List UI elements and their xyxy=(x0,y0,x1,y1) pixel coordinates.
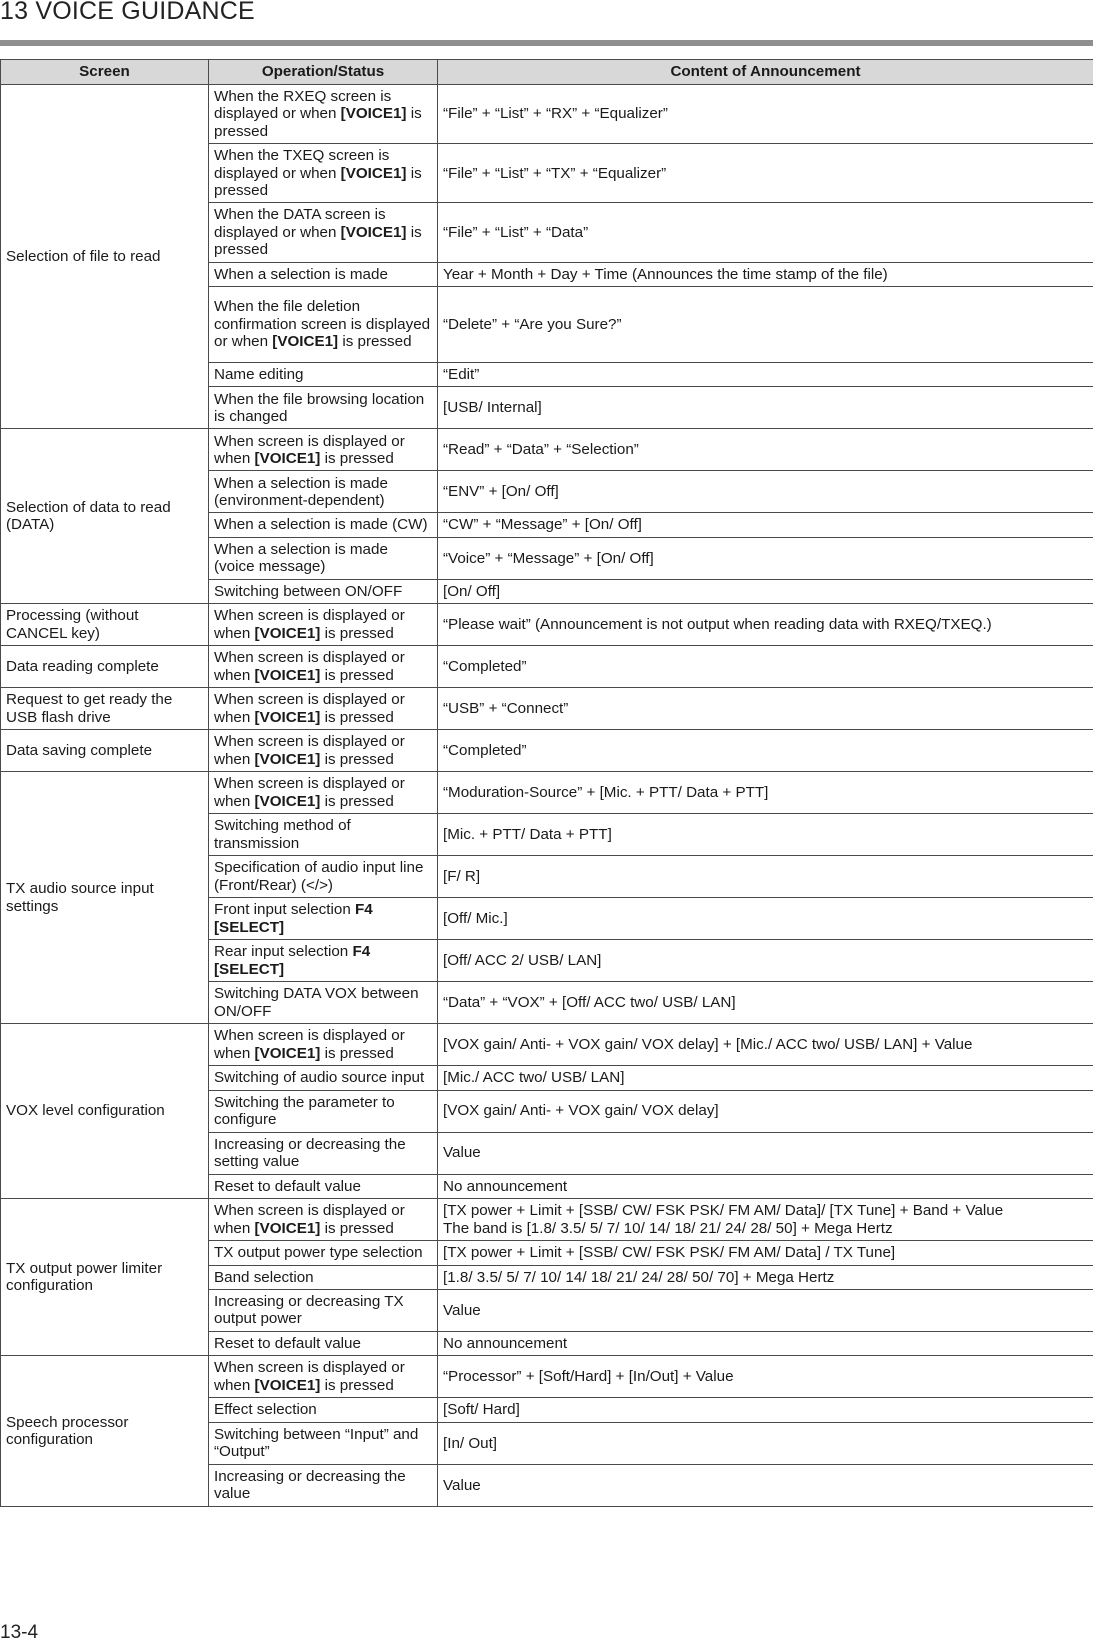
operation-text: Switching between “Input” and “Output” xyxy=(214,1425,419,1461)
operation-cell xyxy=(209,982,438,1024)
announcement-cell: “Completed” xyxy=(438,646,1093,688)
operation-text: is pressed xyxy=(320,1044,394,1062)
operation-text: Front input selection xyxy=(214,901,355,919)
operation-text: When the TXEQ screen is displayed or when xyxy=(214,147,390,182)
table-row xyxy=(1,688,1093,730)
operation-text: Increasing or decreasing the setting value xyxy=(214,1135,406,1171)
table-row xyxy=(1,772,1093,814)
announcement-cell: “Moduration-Source” + [Mic. + PTT/ Data + PTT] xyxy=(438,772,1093,814)
key-label: [VOICE1] xyxy=(340,223,407,241)
operation-text: is pressed xyxy=(214,223,422,259)
operation-text: Increasing or decreasing the value xyxy=(214,1467,406,1503)
operation-cell xyxy=(209,1422,438,1464)
key-label: [VOICE1] xyxy=(254,792,321,810)
operation-text: Switching between ON/OFF xyxy=(214,582,403,600)
key-label: [VOICE1] xyxy=(272,333,339,351)
operation-text: When screen is displayed or when xyxy=(214,607,405,642)
operation-text: When screen is displayed or when xyxy=(214,775,405,810)
table-row xyxy=(1,429,1093,471)
operation-cell xyxy=(209,1132,438,1174)
operation-cell xyxy=(209,1289,438,1331)
operation-cell xyxy=(209,1174,438,1198)
operation-cell xyxy=(209,1090,438,1132)
announcement-cell: “ENV” + [On/ Off] xyxy=(438,471,1093,513)
table-body xyxy=(1,85,1093,1507)
announcement-cell: “Edit” xyxy=(438,363,1093,387)
screen-cell: Selection of file to read xyxy=(1,85,209,429)
operation-text: When a selection is made (CW) xyxy=(214,516,428,534)
table-row xyxy=(1,85,1093,144)
announcement-cell: “File” + “List” + “Data” xyxy=(438,203,1093,262)
operation-text: When the file browsing location is changed xyxy=(214,390,425,425)
announcement-cell: Value xyxy=(438,1464,1093,1506)
screen-cell: Selection of data to read (DATA) xyxy=(1,429,209,604)
operation-text: is pressed xyxy=(214,164,422,200)
operation-cell xyxy=(209,579,438,603)
announcement-cell: “Delete” + “Are you Sure?” xyxy=(438,287,1093,363)
operation-cell xyxy=(209,287,438,363)
operation-text: When screen is displayed or when xyxy=(214,649,405,684)
operation-cell xyxy=(209,898,438,940)
operation-cell xyxy=(209,730,438,772)
screen-cell: Processing (without CANCEL key) xyxy=(1,604,209,646)
screen-cell: TX audio source input settings xyxy=(1,772,209,1024)
announcement-cell: [In/ Out] xyxy=(438,1422,1093,1464)
operation-cell xyxy=(209,604,438,646)
operation-text: When the RXEQ screen is displayed or when xyxy=(214,88,392,123)
operation-text: is pressed xyxy=(320,666,394,684)
announcement-cell: [TX power + Limit + [SSB/ CW/ FSK PSK/ FM AM/ Data]/ [TX Tune] + Band + Value The band is [1.8/ 3.5/ 5/ 7/ 10/ 14/ 18/ 21/ 24/ 28/ 50] + Mega Hertz xyxy=(438,1199,1093,1241)
operation-cell xyxy=(209,387,438,429)
table-row xyxy=(1,604,1093,646)
table-row xyxy=(1,1199,1093,1241)
key-label: [VOICE1] xyxy=(254,1376,321,1394)
operation-text: When screen is displayed or when xyxy=(214,1359,405,1394)
operation-text: is pressed xyxy=(320,708,394,726)
operation-text: When screen is displayed or when xyxy=(214,1027,405,1062)
announcement-cell: Value xyxy=(438,1132,1093,1174)
announcement-cell: Value xyxy=(438,1289,1093,1331)
operation-text: is pressed xyxy=(320,1219,394,1237)
announcement-cell: [On/ Off] xyxy=(438,579,1093,603)
column-header-operation: Operation/Status xyxy=(209,60,438,85)
voice-guidance-table xyxy=(0,59,1093,1507)
operation-text: When a selection is made (environment-dependent) xyxy=(214,474,388,509)
operation-text: When a selection is made xyxy=(214,265,388,283)
operation-text: Reset to default value xyxy=(214,1177,361,1195)
table-header-row xyxy=(1,60,1093,85)
operation-cell xyxy=(209,1398,438,1422)
operation-cell xyxy=(209,1331,438,1355)
operation-text: Switching of audio source input xyxy=(214,1069,425,1087)
announcement-cell: No announcement xyxy=(438,1331,1093,1355)
key-label: [VOICE1] xyxy=(254,624,321,642)
operation-text: is pressed xyxy=(214,105,422,140)
operation-text: is pressed xyxy=(320,1376,394,1394)
chapter-title: 13 VOICE GUIDANCE xyxy=(0,0,255,25)
announcement-cell: “Voice” + “Message” + [On/ Off] xyxy=(438,537,1093,579)
operation-text: Name editing xyxy=(214,366,304,384)
operation-cell xyxy=(209,513,438,537)
operation-cell xyxy=(209,940,438,982)
screen-cell: Request to get ready the USB flash drive xyxy=(1,688,209,730)
announcement-cell: [VOX gain/ Anti- + VOX gain/ VOX delay] + [Mic./ ACC two/ USB/ LAN] + Value xyxy=(438,1024,1093,1066)
announcement-cell: [Off/ ACC 2/ USB/ LAN] xyxy=(438,940,1093,982)
announcement-cell: [Mic./ ACC two/ USB/ LAN] xyxy=(438,1066,1093,1090)
operation-cell xyxy=(209,1265,438,1289)
operation-text: Specification of audio input line (Front/Rear) (</>) xyxy=(214,859,424,894)
announcement-cell: Year + Month + Day + Time (Announces the time stamp of the file) xyxy=(438,262,1093,286)
announcement-cell: “Data” + “VOX” + [Off/ ACC two/ USB/ LAN] xyxy=(438,982,1093,1024)
operation-cell xyxy=(209,1199,438,1241)
operation-cell xyxy=(209,1024,438,1066)
screen-cell: Data saving complete xyxy=(1,730,209,772)
operation-cell xyxy=(209,429,438,471)
screen-cell: TX output power limiter configuration xyxy=(1,1199,209,1356)
operation-text: When screen is displayed or when xyxy=(214,733,405,768)
operation-cell xyxy=(209,262,438,286)
operation-cell xyxy=(209,856,438,898)
announcement-cell: “USB” + “Connect” xyxy=(438,688,1093,730)
operation-text: When the DATA screen is displayed or when xyxy=(214,206,386,241)
key-label: [VOICE1] xyxy=(254,1219,321,1237)
operation-cell xyxy=(209,85,438,144)
operation-cell xyxy=(209,363,438,387)
screen-cell: Data reading complete xyxy=(1,646,209,688)
announcement-cell: No announcement xyxy=(438,1174,1093,1198)
operation-text: TX output power type selection xyxy=(214,1244,423,1262)
operation-text: Effect selection xyxy=(214,1401,317,1419)
page-number: 13-4 xyxy=(0,1622,39,1643)
operation-cell xyxy=(209,1066,438,1090)
operation-cell xyxy=(209,144,438,203)
operation-text: Switching method of transmission xyxy=(214,817,351,852)
operation-cell xyxy=(209,814,438,856)
key-label: [VOICE1] xyxy=(340,105,407,123)
operation-cell xyxy=(209,688,438,730)
table-row xyxy=(1,1024,1093,1066)
screen-cell: Speech processor configuration xyxy=(1,1356,209,1506)
key-label: F4 [SELECT] xyxy=(214,901,373,936)
screen-cell: VOX level configuration xyxy=(1,1024,209,1199)
operation-cell xyxy=(209,646,438,688)
announcement-cell: “File” + “List” + “TX” + “Equalizer” xyxy=(438,144,1093,203)
announcement-cell: “File” + “List” + “RX” + “Equalizer” xyxy=(438,85,1093,144)
operation-text: When a selection is made (voice message) xyxy=(214,540,388,576)
key-label: [VOICE1] xyxy=(340,164,407,182)
key-label: [VOICE1] xyxy=(254,750,321,768)
operation-text: When screen is displayed or when xyxy=(214,1202,405,1237)
operation-text: is pressed xyxy=(338,333,412,351)
announcement-cell: [Soft/ Hard] xyxy=(438,1398,1093,1422)
operation-text: Switching the parameter to configure xyxy=(214,1093,395,1129)
announcement-cell: “CW” + “Message” + [On/ Off] xyxy=(438,513,1093,537)
announcement-cell: [1.8/ 3.5/ 5/ 7/ 10/ 14/ 18/ 21/ 24/ 28/ 50/ 70] + Mega Hertz xyxy=(438,1265,1093,1289)
key-label: [VOICE1] xyxy=(254,449,321,467)
key-label: [VOICE1] xyxy=(254,708,321,726)
operation-text: is pressed xyxy=(320,750,394,768)
announcement-cell: [Mic. + PTT/ Data + PTT] xyxy=(438,814,1093,856)
announcement-cell: [TX power + Limit + [SSB/ CW/ FSK PSK/ FM AM/ Data] / TX Tune] xyxy=(438,1241,1093,1265)
announcement-cell: [USB/ Internal] xyxy=(438,387,1093,429)
operation-text: is pressed xyxy=(320,449,394,467)
operation-cell xyxy=(209,1356,438,1398)
column-header-screen: Screen xyxy=(1,60,209,85)
announcement-cell: “Processor” + [Soft/Hard] + [In/Out] + Value xyxy=(438,1356,1093,1398)
operation-text: is pressed xyxy=(320,624,394,642)
operation-text: Band selection xyxy=(214,1268,314,1286)
operation-text: When screen is displayed or when xyxy=(214,691,405,726)
operation-cell xyxy=(209,471,438,513)
key-label: F4 [SELECT] xyxy=(214,943,371,978)
operation-text: Increasing or decreasing TX output power xyxy=(214,1293,404,1328)
operation-text: Switching DATA VOX between ON/OFF xyxy=(214,985,419,1020)
table-row xyxy=(1,730,1093,772)
operation-text: When the file deletion confirmation screen is displayed or when xyxy=(214,298,431,351)
announcement-cell: [Off/ Mic.] xyxy=(438,898,1093,940)
operation-cell xyxy=(209,537,438,579)
operation-cell xyxy=(209,1464,438,1506)
operation-text: Rear input selection xyxy=(214,943,353,961)
column-header-content: Content of Announcement xyxy=(438,60,1093,85)
key-label: [VOICE1] xyxy=(254,1044,321,1062)
operation-text: is pressed xyxy=(320,792,394,810)
table-row xyxy=(1,646,1093,688)
operation-cell xyxy=(209,1241,438,1265)
operation-text: Reset to default value xyxy=(214,1334,361,1352)
key-label: [VOICE1] xyxy=(254,666,321,684)
announcement-cell: [F/ R] xyxy=(438,856,1093,898)
operation-cell xyxy=(209,203,438,262)
operation-cell xyxy=(209,772,438,814)
operation-text: When screen is displayed or when xyxy=(214,432,405,467)
announcement-cell: “Please wait” (Announcement is not output when reading data with RXEQ/TXEQ.) xyxy=(438,604,1093,646)
announcement-cell: [VOX gain/ Anti- + VOX gain/ VOX delay] xyxy=(438,1090,1093,1132)
chapter-divider xyxy=(0,40,1093,46)
announcement-cell: “Completed” xyxy=(438,730,1093,772)
announcement-cell: “Read” + “Data” + “Selection” xyxy=(438,429,1093,471)
table-row xyxy=(1,1356,1093,1398)
